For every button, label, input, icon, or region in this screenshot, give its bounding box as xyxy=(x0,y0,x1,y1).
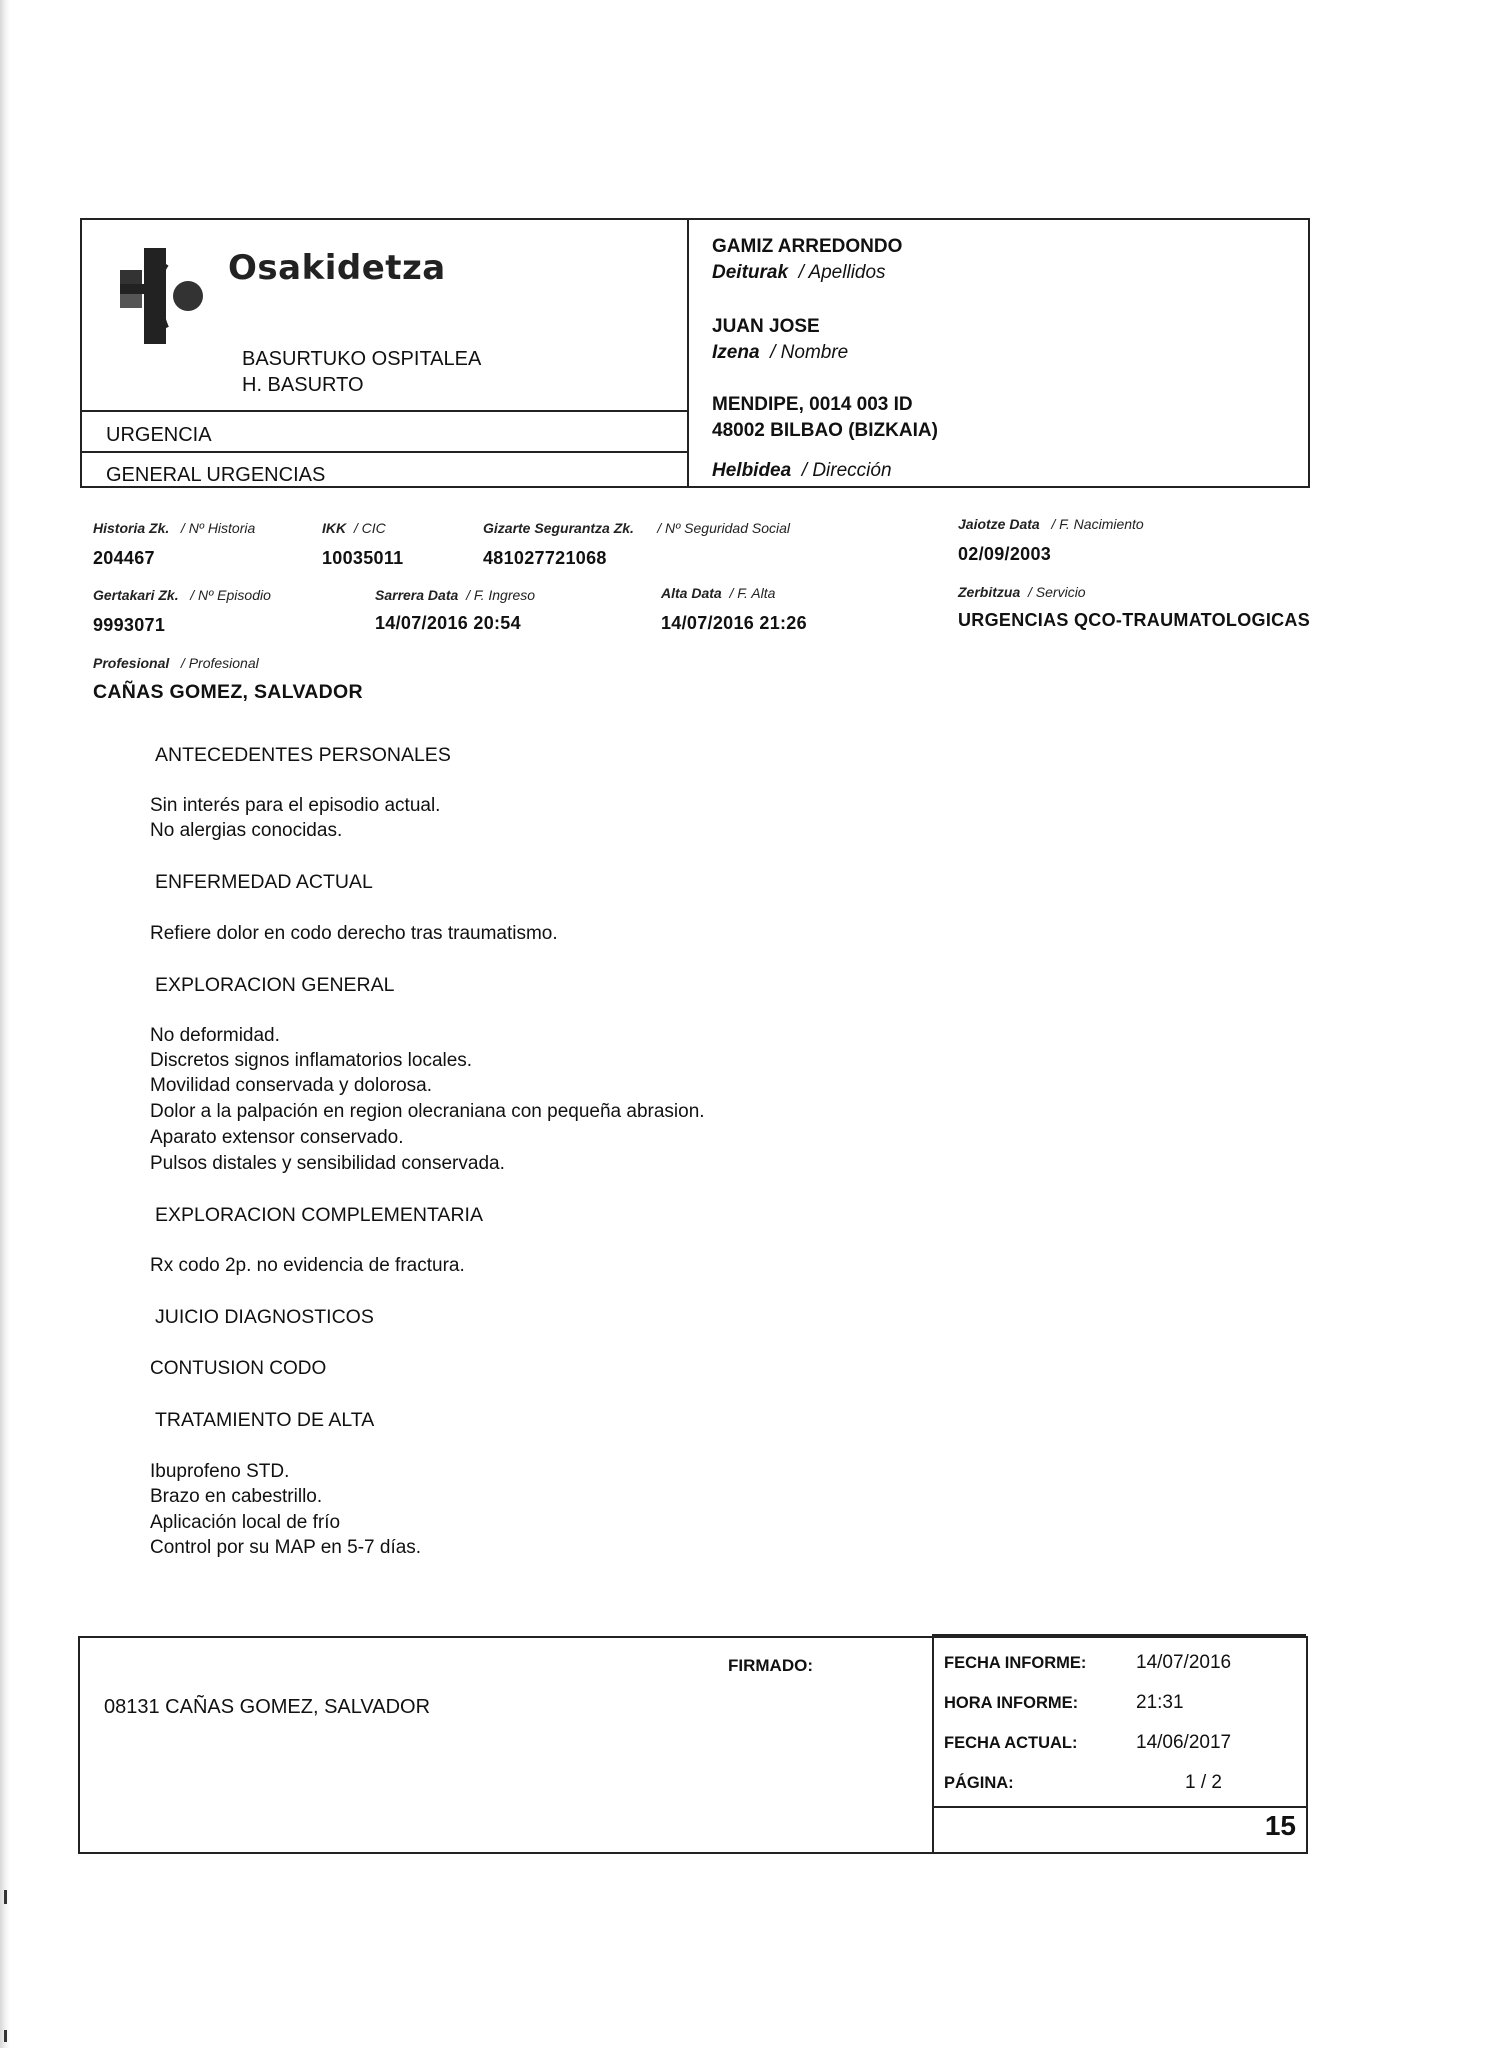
header-rule xyxy=(82,451,688,453)
scan-left-edge xyxy=(0,0,10,2048)
complementaria-line: Rx codo 2p. no evidencia de fractura. xyxy=(150,1255,465,1276)
antecedentes-line: No alergias conocidas. xyxy=(150,820,343,841)
unit-label: GENERAL URGENCIAS xyxy=(106,464,326,486)
exploracion-line: Pulsos distales y sensibilidad conservada. xyxy=(150,1153,505,1174)
footer-divider xyxy=(932,1634,934,1852)
tratamiento-line: Brazo en cabestrillo. xyxy=(150,1486,323,1507)
nacimiento-value: 02/09/2003 xyxy=(958,544,1052,564)
cic-value: 10035011 xyxy=(322,548,404,568)
header-box xyxy=(80,218,1310,488)
header-divider xyxy=(687,220,689,486)
tratamiento-heading: TRATAMIENTO DE ALTA xyxy=(155,1409,375,1431)
patient-name: JUAN JOSE xyxy=(712,316,820,337)
hora-informe-label: HORA INFORME: xyxy=(944,1694,1079,1712)
historia-value: 204467 xyxy=(93,548,155,568)
osakidetza-logo-icon xyxy=(120,248,220,344)
episodio-label: Gertakari Zk. / Nº Episodio xyxy=(93,587,271,603)
firmado-label: FIRMADO: xyxy=(728,1656,813,1675)
fecha-actual-label: FECHA ACTUAL: xyxy=(944,1734,1078,1752)
exploracion-heading: EXPLORACION GENERAL xyxy=(155,974,395,996)
exploracion-line: No deformidad. xyxy=(150,1025,280,1046)
complementaria-heading: EXPLORACION COMPLEMENTARIA xyxy=(155,1204,483,1226)
brand-name: Osakidetza xyxy=(228,248,446,288)
fecha-informe-value: 14/07/2016 xyxy=(1136,1652,1232,1673)
hospital-short-name: H. BASURTO xyxy=(242,374,364,396)
ingreso-value: 14/07/2016 20:54 xyxy=(375,613,521,633)
footer-rule xyxy=(932,1634,1306,1636)
juicio-heading: JUICIO DIAGNOSTICOS xyxy=(155,1306,374,1328)
tratamiento-line: Ibuprofeno STD. xyxy=(150,1461,290,1482)
surnames-label-es: / Apellidos xyxy=(798,262,886,283)
surnames-label-eu: Deiturak xyxy=(712,262,789,283)
fecha-informe-label: FECHA INFORME: xyxy=(944,1654,1087,1672)
fecha-actual-value: 14/06/2017 xyxy=(1136,1732,1232,1753)
scan-mark xyxy=(4,2030,7,2042)
episodio-value: 9993071 xyxy=(93,615,166,635)
sheet-number: 15 xyxy=(1264,1810,1296,1841)
ingreso-label: Sarrera Data / F. Ingreso xyxy=(375,587,536,603)
seguridad-social-value: 481027721068 xyxy=(483,548,607,568)
address-label-eu: Helbidea xyxy=(712,460,792,481)
tratamiento-line: Aplicación local de frío xyxy=(150,1512,341,1533)
historia-label: Historia Zk. / Nº Historia xyxy=(93,520,256,536)
patient-address-line2: 48002 BILBAO (BIZKAIA) xyxy=(712,420,938,441)
profesional-label: Profesional / Profesional xyxy=(93,655,259,671)
patient-surnames: GAMIZ ARREDONDO xyxy=(712,236,903,257)
cic-label: IKK / CIC xyxy=(322,520,386,536)
scan-mark xyxy=(4,1890,7,1904)
servicio-label: Zerbitzua / Servicio xyxy=(958,584,1086,600)
exploracion-line: Aparato extensor conservado. xyxy=(150,1127,404,1148)
alta-label: Alta Data / F. Alta xyxy=(661,585,776,601)
exploracion-line: Dolor a la palpación en region olecraniana con pequeña abrasion. xyxy=(150,1101,705,1122)
profesional-value: CAÑAS GOMEZ, SALVADOR xyxy=(93,681,363,703)
surnames-label xyxy=(712,262,886,284)
enfermedad-heading: ENFERMEDAD ACTUAL xyxy=(155,871,373,893)
servicio-value: URGENCIAS QCO-TRAUMATOLOGICAS xyxy=(958,610,1311,630)
pagina-label: PÁGINA: xyxy=(944,1774,1014,1792)
hospital-name: BASURTUKO OSPITALEA xyxy=(242,348,482,370)
signing-doctor: 08131 CAÑAS GOMEZ, SALVADOR xyxy=(104,1696,431,1718)
name-label-es: / Nombre xyxy=(770,342,849,363)
exploracion-line: Discretos signos inflamatorios locales. xyxy=(150,1050,473,1071)
antecedentes-heading: ANTECEDENTES PERSONALES xyxy=(155,744,451,766)
nacimiento-label: Jaiotze Data / F. Nacimiento xyxy=(958,516,1144,532)
juicio-line: CONTUSION CODO xyxy=(150,1358,327,1379)
name-label xyxy=(712,342,848,364)
hora-informe-value: 21:31 xyxy=(1136,1692,1184,1713)
address-label-es: / Dirección xyxy=(801,460,892,481)
exploracion-line: Movilidad conservada y dolorosa. xyxy=(150,1075,432,1096)
name-label-eu: Izena xyxy=(712,342,760,363)
alta-value: 14/07/2016 21:26 xyxy=(661,613,807,633)
enfermedad-line: Refiere dolor en codo derecho tras traumatismo. xyxy=(150,923,558,944)
address-label xyxy=(712,460,892,482)
footer-rule xyxy=(932,1806,1306,1808)
area-label: URGENCIA xyxy=(106,424,212,446)
patient-address-line1: MENDIPE, 0014 003 ID xyxy=(712,394,913,415)
footer-box xyxy=(78,1636,1308,1854)
header-rule xyxy=(82,410,688,412)
tratamiento-line: Control por su MAP en 5-7 días. xyxy=(150,1537,422,1558)
antecedentes-line: Sin interés para el episodio actual. xyxy=(150,795,441,816)
pagina-value: 1 / 2 xyxy=(1185,1772,1222,1793)
seguridad-social-label: Gizarte Segurantza Zk. / Nº Seguridad Social xyxy=(483,520,791,536)
